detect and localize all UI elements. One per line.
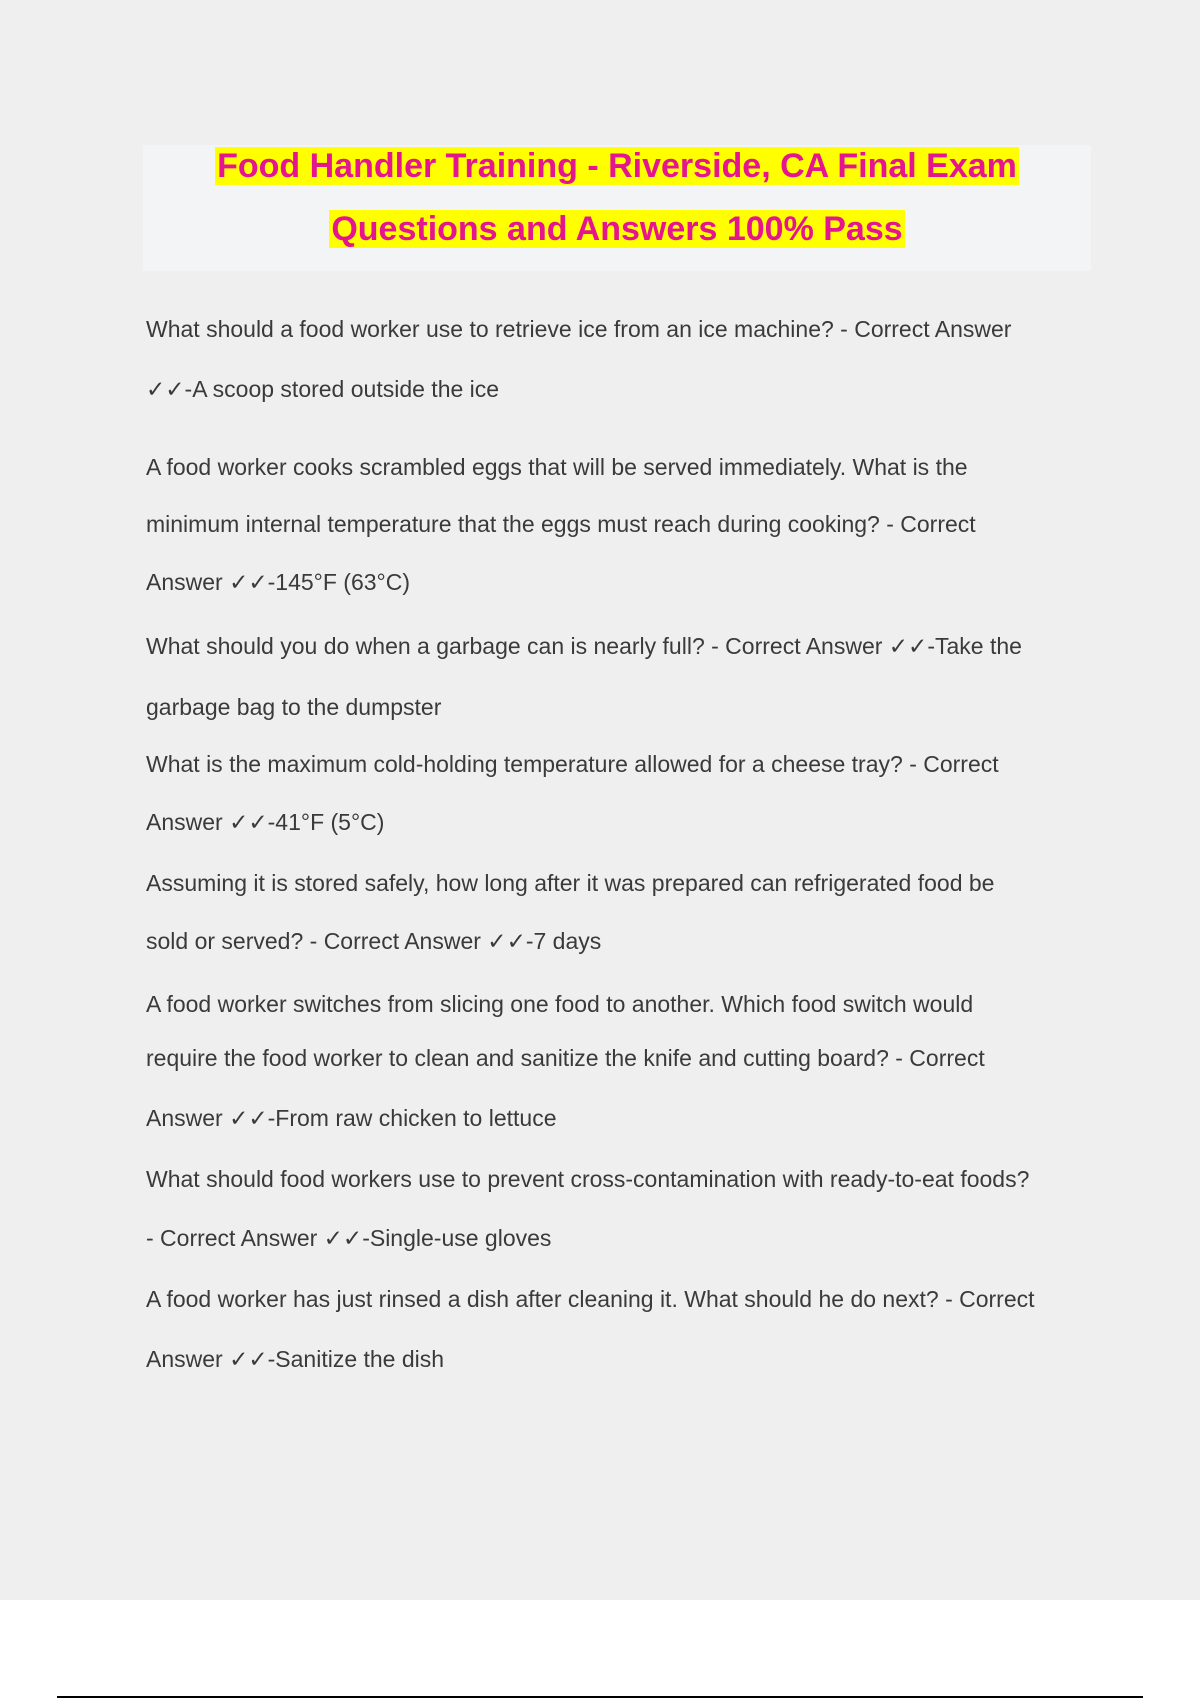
qa-line: What should a food worker use to retrieve ice from an ice machine? - Correct Answer [146,316,1012,342]
qa-line: Answer ✓✓-145°F (63°C) [146,569,411,595]
qa-line: require the food worker to clean and sanitize the knife and cutting board? - Correct [146,1045,985,1071]
title-line-2-text: Questions and Answers 100% Pass [331,210,903,248]
qa-line: Assuming it is stored safely, how long after it was prepared can refrigerated food be [146,870,995,896]
qa-line: ✓✓-A scoop stored outside the ice [146,376,500,402]
title-line-1 [143,145,1091,187]
qa-line: A food worker has just rinsed a dish after cleaning it. What should he do next? - Correct [146,1286,1035,1312]
qa-line: A food worker switches from slicing one food to another. Which food switch would [146,991,974,1017]
qa-line: garbage bag to the dumpster [146,694,442,720]
qa-line: A food worker cooks scrambled eggs that will be served immediately. What is the [146,454,968,480]
qa-line: What should food workers use to prevent cross-contamination with ready-to-eat foods? [146,1166,1030,1192]
title-line-1-text: Food Handler Training - Riverside, CA Final Exam [217,147,1017,185]
qa-line: minimum internal temperature that the eggs must reach during cooking? - Correct [146,511,976,537]
qa-line: What is the maximum cold-holding temperature allowed for a cheese tray? - Correct [146,751,999,777]
qa-line: Answer ✓✓-Sanitize the dish [146,1346,445,1372]
qa-line: sold or served? - Correct Answer ✓✓-7 days [146,928,602,954]
qa-line: Answer ✓✓-From raw chicken to lettuce [146,1105,557,1131]
title-line-2 [143,208,1091,250]
qa-line: What should you do when a garbage can is nearly full? - Correct Answer ✓✓-Take the [146,633,1022,659]
qa-line: Answer ✓✓-41°F (5°C) [146,809,385,835]
qa-line: - Correct Answer ✓✓-Single-use gloves [146,1225,552,1251]
footer-divider [57,1696,1143,1698]
